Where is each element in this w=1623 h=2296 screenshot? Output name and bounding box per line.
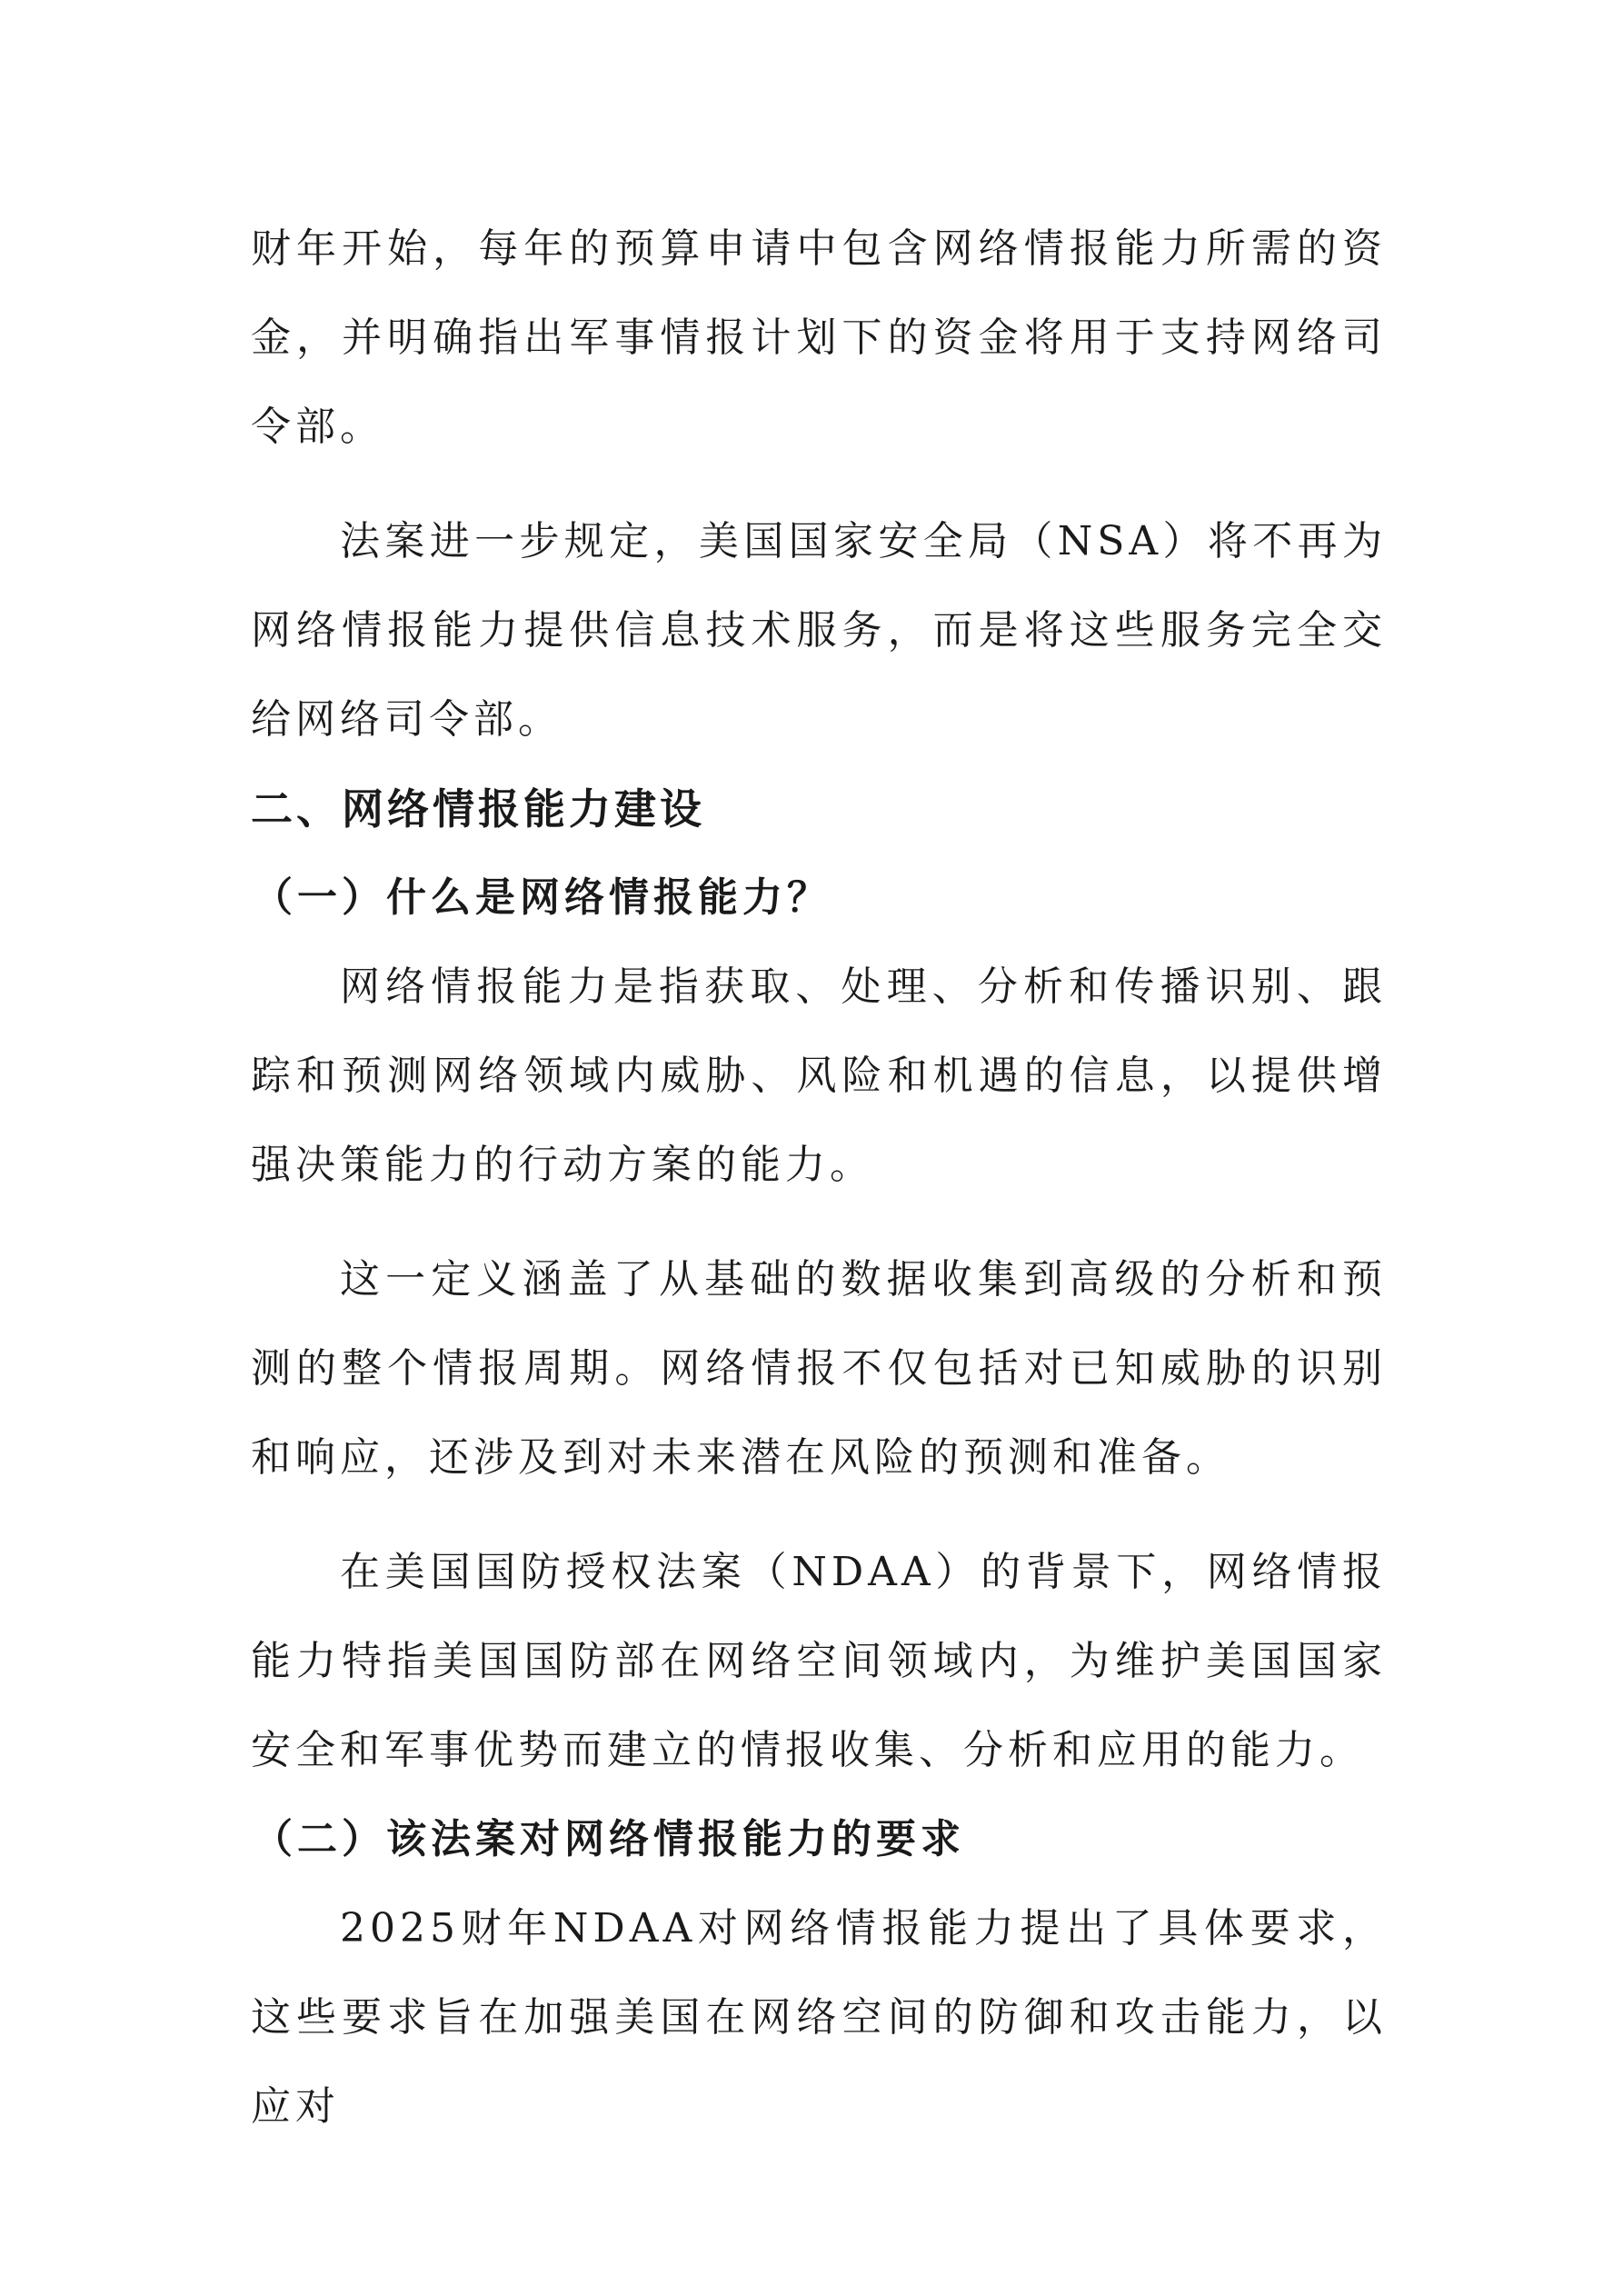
paragraph-definition: 网络情报能力是指获取、处理、分析和传播识别、跟踪和预测网络领域内威胁、风险和机遇的信息，以提供增强决策能力的行动方案的能力。 <box>251 963 1387 1188</box>
section-heading-cyber-intel-capability: 二、网络情报能力建设 <box>251 784 705 834</box>
document-body <box>251 205 1387 2151</box>
paragraph-budget-funding: 财年开始，每年的预算申请中包含网络情报能力所需的资金，并明确指出军事情报计划下的资金将用于支持网络司令部。 <box>251 225 1387 450</box>
subsection-heading-what-is: （一）什么是网络情报能力？ <box>253 874 831 921</box>
paragraph-ndaa-context: 在美国国防授权法案（NDAA）的背景下，网络情报能力特指美国国防部在网络空间领域内，为维护美国国家安全和军事优势而建立的情报收集、分析和应用的能力。 <box>251 1549 1387 1773</box>
paragraph-nsa-services: 法案进一步规定，美国国家安全局（NSA）将不再为网络情报能力提供信息技术服务，而是将这些服务完全交给网络司令部。 <box>251 518 1387 743</box>
paragraph-intel-cycle: 这一定义涵盖了从基础的数据收集到高级的分析和预测的整个情报周期。网络情报不仅包括对已知威胁的识别和响应，还涉及到对未来潜在风险的预测和准备。 <box>251 1256 1387 1481</box>
paragraph-fy2025-requirements: 2025财年NDAA对网络情报能力提出了具体要求，这些要求旨在加强美国在网络空间的防御和攻击能力，以应对 <box>251 1905 1387 2130</box>
subsection-heading-requirements: （二）该法案对网络情报能力的要求 <box>253 1816 965 1862</box>
